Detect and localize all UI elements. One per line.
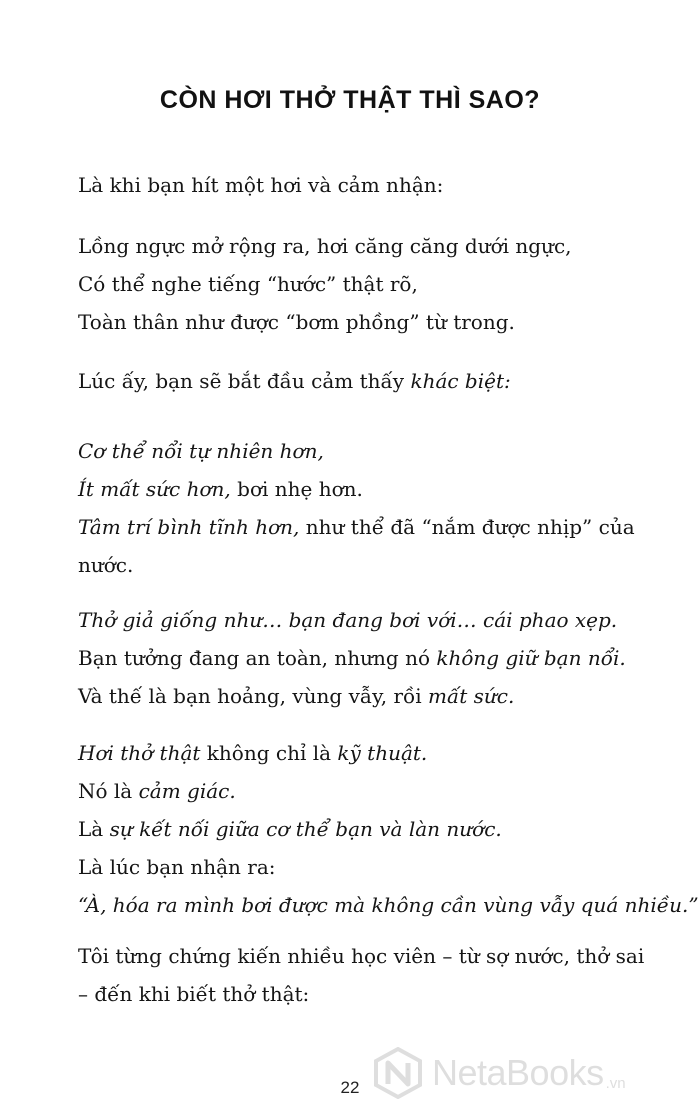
fake-line-2: Bạn tưởng đang an toàn, nhưng nó không giữ bạn nổi. bbox=[78, 646, 626, 670]
difference-paragraph bbox=[78, 362, 638, 400]
chapter-title: CÒN HƠI THỞ THẬT THÌ SAO? bbox=[159, 86, 541, 114]
watermark-brand: NetaBooks bbox=[432, 1052, 604, 1093]
real-line-2: Nó là cảm giác. bbox=[78, 779, 236, 803]
intro-paragraph bbox=[78, 166, 638, 204]
fake-breath-paragraph bbox=[78, 601, 638, 715]
witness-paragraph bbox=[78, 937, 645, 1013]
real-line-4: Là lúc bạn nhận ra: bbox=[78, 855, 276, 879]
real-line-5: “À, hóa ra mình bơi được mà không cần vùng vẫy quá nhiều.” bbox=[78, 893, 699, 917]
difference-line: Lúc ấy, bạn sẽ bắt đầu cảm thấy khác biệt: bbox=[78, 369, 511, 393]
fake-line-1: Thở giả giống như… bạn đang bơi với… cái phao xẹp. bbox=[78, 608, 618, 632]
witness-line-1: Tôi từng chứng kiến nhiều học viên – từ sợ nước, thở sai bbox=[78, 944, 645, 968]
effects-line-4: nước. bbox=[78, 553, 134, 577]
page-number: 22 bbox=[340, 1078, 360, 1097]
effects-paragraph bbox=[78, 432, 638, 584]
watermark-suffix: .vn bbox=[605, 1075, 626, 1092]
effects-line-3: Tâm trí bình tĩnh hơn, như thể đã “nắm được nhịp” của bbox=[78, 515, 635, 539]
feel-paragraph bbox=[78, 227, 638, 341]
real-line-3: Là sự kết nối giữa cơ thể bạn và làn nước. bbox=[78, 817, 502, 841]
feel-line-1: Lồng ngực mở rộng ra, hơi căng căng dưới ngực, bbox=[78, 234, 572, 258]
real-breath-paragraph bbox=[78, 734, 699, 924]
effects-line-1: Cơ thể nổi tự nhiên hơn, bbox=[78, 439, 324, 463]
real-line-1: Hơi thở thật không chỉ là kỹ thuật. bbox=[78, 741, 428, 765]
feel-line-2: Có thể nghe tiếng “hước” thật rõ, bbox=[78, 272, 418, 296]
intro-line: Là khi bạn hít một hơi và cảm nhận: bbox=[78, 173, 444, 197]
feel-line-3: Toàn thân như được “bơm phồng” từ trong. bbox=[78, 310, 515, 334]
witness-line-2: – đến khi biết thở thật: bbox=[78, 982, 310, 1006]
effects-line-2: Ít mất sức hơn, bơi nhẹ hơn. bbox=[78, 477, 363, 501]
fake-line-3: Và thế là bạn hoảng, vùng vẫy, rồi mất sức. bbox=[78, 684, 515, 708]
